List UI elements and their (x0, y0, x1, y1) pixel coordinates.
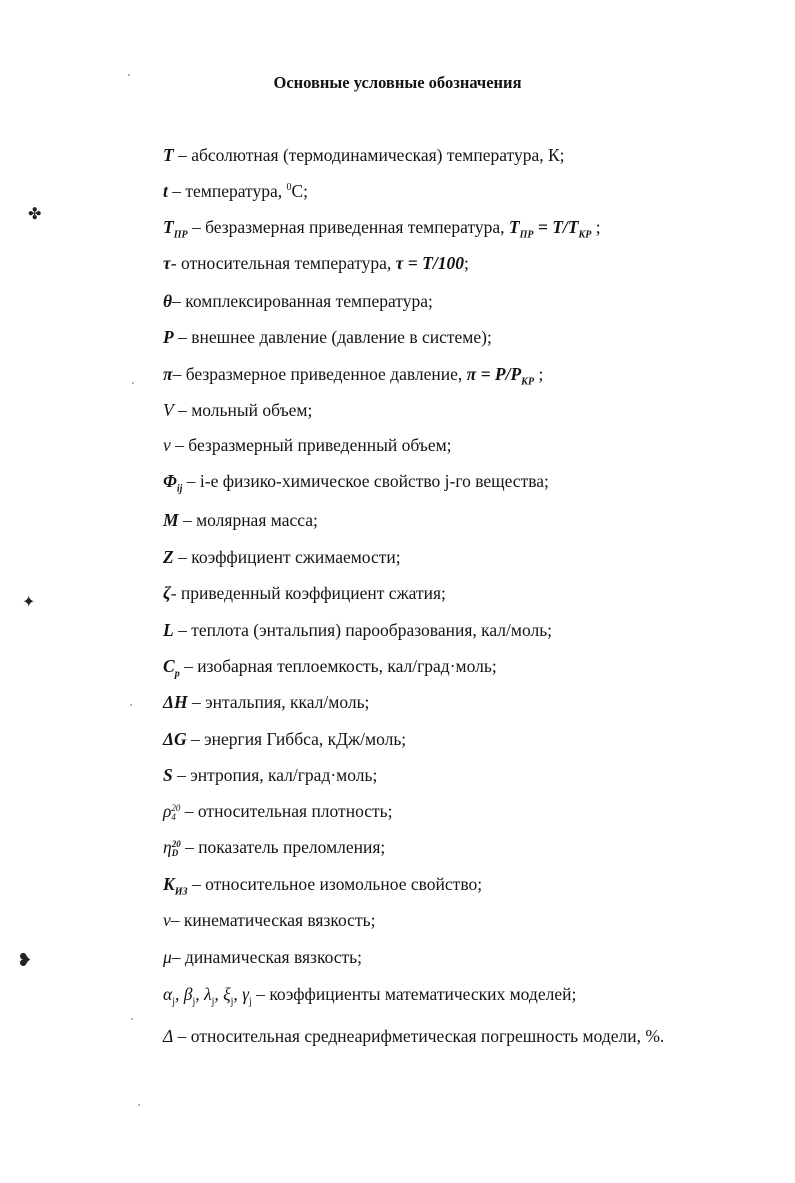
scan-speck: ❥ (17, 950, 33, 971)
definition-row: ΔG – энергия Гиббса, кДж/моль; (163, 729, 407, 749)
definition-row: Δ – относительная среднеарифметическая погрешность модели, %. (163, 1026, 665, 1046)
definition-row: P – внешнее давление (давление в системе); (163, 327, 492, 347)
definition-row: η 20 D – показатель преломления; (163, 837, 386, 858)
definition-row: ν – безразмерный приведенный объем; (163, 435, 452, 455)
definition-row: τ- относительная температура, τ = T/100; (163, 253, 469, 273)
definition-row: $\Phi_{ij} - i-е$ физико-химическое свойство j-го вещества; (163, 471, 549, 495)
scan-dot (132, 382, 134, 384)
definition-row: L – теплота (энтальпия) парообразования, кал/моль; (163, 620, 553, 640)
definition-row: $T_{ПР}$ – безразмерная приведенная температура, $T_{ПР} = T/T_{КР}$ ; (163, 217, 601, 241)
page-title: Основные условные обозначения (273, 73, 522, 92)
definition-row: $K_{ИЗ}$ – относительное изомольное свойство; (163, 874, 483, 898)
definition-row: θ– комплексированная температура; (163, 291, 433, 311)
definition-row: $\alpha_j$, $\beta_j$, $\lambda_j$, $\xi_j$, $\gamma_j$ – коэффициенты математических моделей; (163, 984, 577, 1008)
definition-row: $C_p$ – изобарная теплоемкость, кал/град·моль; (163, 656, 497, 680)
definition-row: μ– динамическая вязкость; (163, 947, 363, 967)
scan-dot (138, 1104, 140, 1106)
definition-row: ζ- приведенный коэффициент сжатия; (163, 583, 446, 603)
definition-row: ΔH – энтальпия, ккал/моль; (163, 692, 370, 712)
scan-dot (131, 1018, 133, 1020)
definition-row: T – абсолютная (термодинамическая) температура, К; (163, 145, 565, 165)
definition-row: ρ 20 4 – относительная плотность; (163, 801, 393, 822)
scan-dot (128, 74, 130, 76)
definition-row: S – энтропия, кал/град·моль; (163, 765, 378, 785)
definition-row: ν– кинематическая вязкость; (163, 910, 376, 930)
scan-dot (130, 704, 132, 706)
definition-row: V – мольный объем; (163, 400, 313, 420)
definition-row: M – молярная масса; (163, 510, 318, 530)
definition-row: t – температура, $^0$С; (163, 181, 309, 201)
scan-speck: ✤ (28, 204, 42, 223)
definition-row: Z – коэффициент сжимаемости; (163, 547, 401, 567)
scan-speck: ✦ (22, 592, 36, 611)
definition-row: π– безразмерное приведенное давление, $\pi = P/P_{КР}$ ; (163, 364, 544, 388)
